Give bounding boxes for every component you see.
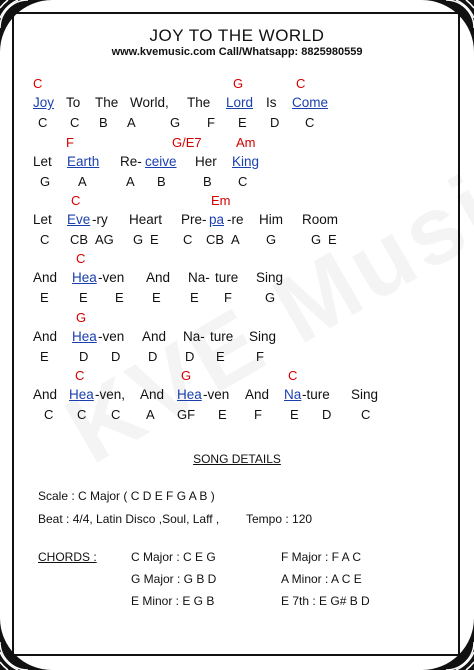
- chord-definition: A Minor : A C E: [281, 572, 362, 586]
- chord-label: Am: [236, 135, 256, 150]
- scale-line: Scale : C Major ( C D E F G A B ): [38, 489, 215, 503]
- lyric-word-highlighted: Hea: [72, 329, 97, 344]
- song-details-heading: SONG DETAILS: [193, 452, 281, 466]
- lyric-word: Na-: [183, 329, 205, 344]
- lyric-word-highlighted: Hea: [69, 387, 94, 402]
- song-title: JOY TO THE WORLD: [149, 26, 325, 45]
- note-label: E: [40, 349, 49, 364]
- note-label: E: [328, 232, 337, 247]
- lyric-word-highlighted: Eve: [67, 212, 91, 227]
- note-label: A: [146, 407, 155, 422]
- chord-label: G: [181, 368, 192, 383]
- lyric-word-highlighted: pa: [209, 212, 225, 227]
- chord-label: G: [233, 76, 244, 91]
- lyric-word: And: [33, 270, 58, 285]
- contact-line: www.kvemusic.com Call/Whatsapp: 8825980559: [111, 46, 363, 58]
- note-label: C: [40, 232, 50, 247]
- note-label: G: [266, 232, 277, 247]
- lyric-word: Na-: [188, 270, 210, 285]
- note-label: A: [78, 174, 87, 189]
- note-label: D: [79, 349, 89, 364]
- chord-definition: E Minor : E G B: [131, 594, 215, 608]
- lyric-word: And: [146, 270, 171, 285]
- lyric-word: Her: [195, 154, 217, 169]
- corner-ornament-bottom-right: [418, 614, 474, 670]
- note-label: A: [127, 115, 136, 130]
- note-label: G: [133, 232, 144, 247]
- note-label: E: [150, 232, 159, 247]
- chord-label: G/E7: [172, 135, 202, 150]
- lyric-word: The: [95, 95, 119, 110]
- note-label: E: [190, 290, 199, 305]
- chords-label: CHORDS :: [38, 550, 97, 564]
- lyric-word: Is: [266, 95, 277, 110]
- chord-definition: F Major : F A C: [281, 550, 362, 564]
- note-label: E: [290, 407, 299, 422]
- note-label: G: [40, 174, 51, 189]
- note-label: G: [265, 290, 276, 305]
- chord-label: C: [76, 251, 86, 266]
- chord-label: Em: [211, 193, 231, 208]
- chord-label: C: [75, 368, 85, 383]
- lyric-word-highlighted: Hea: [72, 270, 97, 285]
- lyric-word: Re-: [120, 154, 142, 169]
- lyric-word: And: [140, 387, 165, 402]
- lyric-word: Sing: [256, 270, 284, 285]
- note-label: D: [270, 115, 280, 130]
- note-label: C: [238, 174, 248, 189]
- lyric-word: -ven,: [95, 387, 126, 402]
- note-label: D: [322, 407, 332, 422]
- note-label: CB: [70, 232, 89, 247]
- note-label: B: [99, 115, 108, 130]
- note-label: C: [361, 407, 371, 422]
- lyric-word: World,: [130, 95, 169, 110]
- chord-label: F: [66, 135, 74, 150]
- lyric-word: -ven: [98, 270, 125, 285]
- note-label: C: [305, 115, 315, 130]
- lyric-word: -re: [227, 212, 244, 227]
- note-label: E: [152, 290, 161, 305]
- note-label: B: [203, 174, 212, 189]
- note-label: B: [157, 174, 166, 189]
- lyric-word: ture: [210, 329, 234, 344]
- lyric-word: Sing: [249, 329, 277, 344]
- chord-definition: C Major : C E G: [131, 550, 216, 564]
- note-label: F: [224, 290, 232, 305]
- lyric-word: And: [33, 329, 58, 344]
- note-label: D: [148, 349, 158, 364]
- note-label: D: [111, 349, 121, 364]
- chord-label: C: [33, 76, 43, 91]
- note-label: F: [207, 115, 215, 130]
- lyric-word: And: [33, 387, 58, 402]
- note-label: D: [185, 349, 195, 364]
- note-label: E: [238, 115, 247, 130]
- lyric-word-highlighted: Lord: [226, 95, 254, 110]
- chord-label: C: [296, 76, 306, 91]
- lyric-word: The: [187, 95, 211, 110]
- note-label: E: [79, 290, 88, 305]
- lyric-word-highlighted: Hea: [177, 387, 202, 402]
- beat-line: Beat : 4/4, Latin Disco ,Soul, Laff ,: [38, 512, 220, 526]
- lyric-word: Him: [259, 212, 283, 227]
- note-label: F: [256, 349, 264, 364]
- lyric-word: Heart: [129, 212, 163, 227]
- lyric-word: -ven: [98, 329, 125, 344]
- note-label: E: [40, 290, 49, 305]
- chord-label: C: [288, 368, 298, 383]
- note-label: C: [183, 232, 193, 247]
- note-label: E: [218, 407, 227, 422]
- note-label: G: [170, 115, 181, 130]
- note-label: C: [38, 115, 48, 130]
- chord-label: G: [76, 310, 87, 325]
- lyric-word-highlighted: Earth: [67, 154, 100, 169]
- lyric-word-highlighted: King: [232, 154, 260, 169]
- note-label: C: [111, 407, 121, 422]
- lyric-word: -ven: [203, 387, 230, 402]
- lyric-word: -ry: [92, 212, 108, 227]
- lyric-word: Pre-: [181, 212, 207, 227]
- tempo-line: Tempo : 120: [246, 512, 313, 526]
- note-label: E: [115, 290, 124, 305]
- chord-definition: G Major : G B D: [131, 572, 217, 586]
- note-label: C: [77, 407, 87, 422]
- note-label: E: [216, 349, 225, 364]
- note-label: AG: [95, 232, 114, 247]
- lyric-word: And: [245, 387, 270, 402]
- lyric-word: And: [142, 329, 167, 344]
- corner-ornament-bottom-left: [0, 614, 56, 670]
- lyric-word-highlighted: Joy: [33, 95, 55, 110]
- lyric-word: Room: [302, 212, 339, 227]
- note-label: C: [44, 407, 54, 422]
- lyric-word-highlighted: Na: [284, 387, 302, 402]
- note-label: GF: [177, 407, 196, 422]
- lyric-word-highlighted: ceive: [145, 154, 177, 169]
- lyric-word-highlighted: Come: [292, 95, 329, 110]
- note-label: C: [70, 115, 80, 130]
- lyric-word: To: [66, 95, 81, 110]
- lyric-word: ture: [215, 270, 239, 285]
- note-label: A: [126, 174, 135, 189]
- chord-definition: E 7th : E G# B D: [281, 594, 370, 608]
- note-label: F: [254, 407, 262, 422]
- chord-label: C: [71, 193, 81, 208]
- note-label: A: [231, 232, 240, 247]
- lyric-word: Sing: [351, 387, 379, 402]
- note-label: CB: [206, 232, 225, 247]
- lyric-word: -ture: [302, 387, 330, 402]
- lyric-word: Let: [33, 212, 52, 227]
- lyric-word: Let: [33, 154, 52, 169]
- note-label: G: [311, 232, 322, 247]
